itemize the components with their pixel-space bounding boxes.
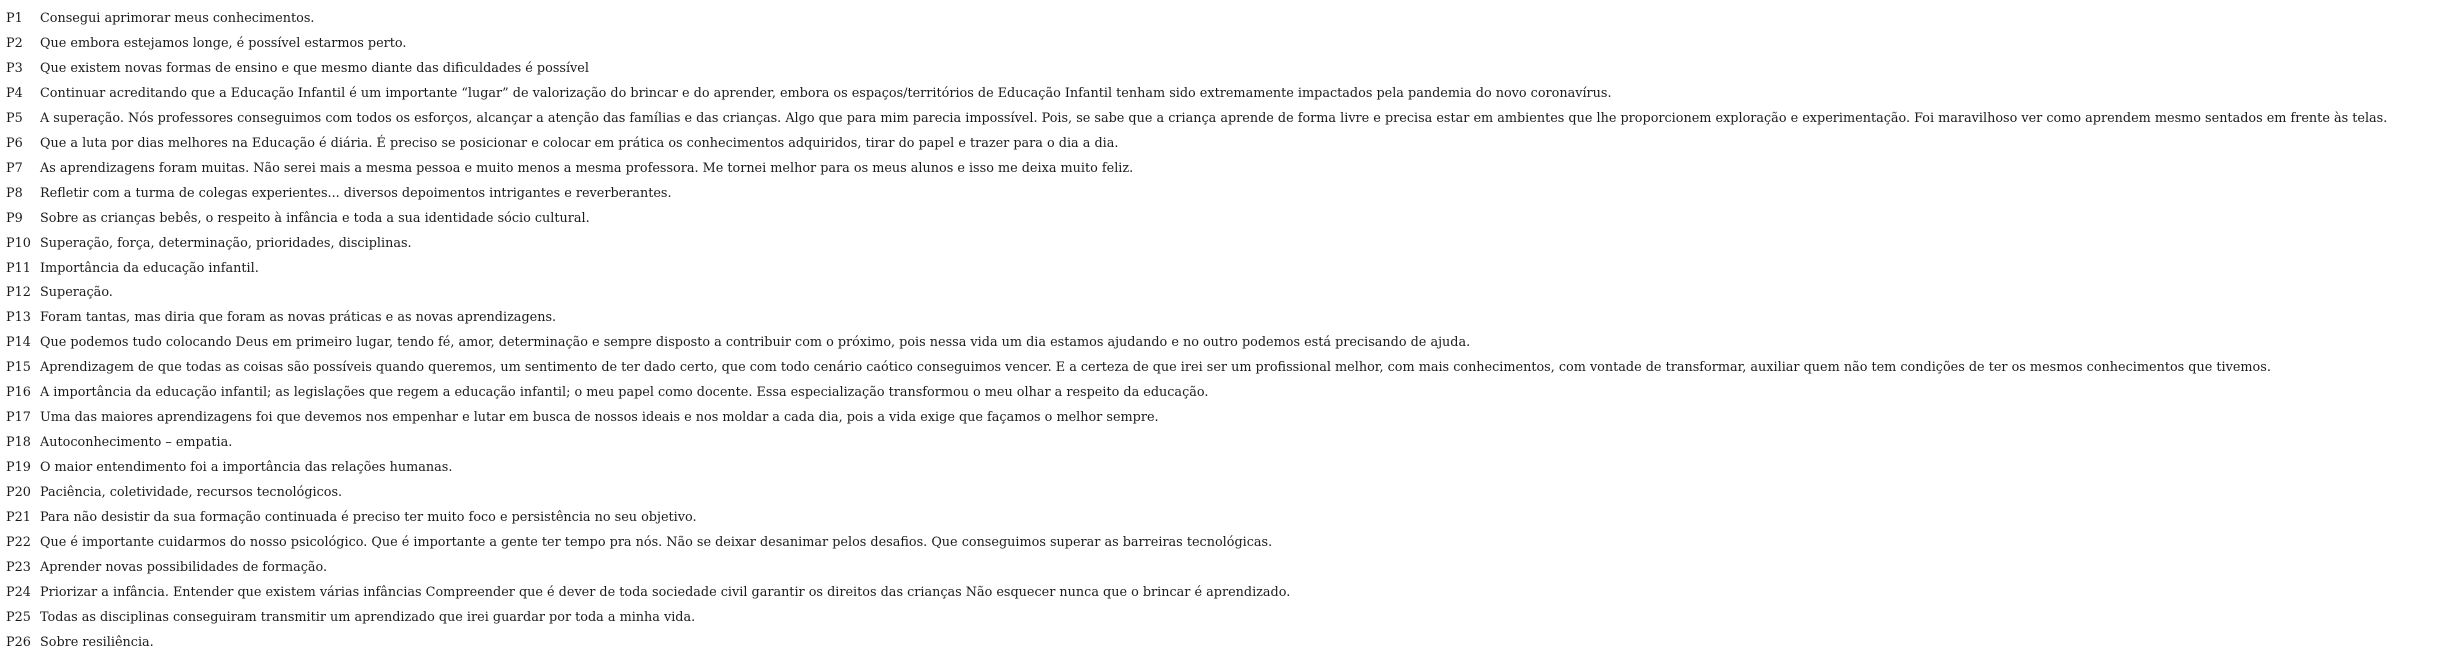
response-id: P19 xyxy=(6,460,31,476)
response-text: Aprendizagem de que todas as coisas são possíveis quando queremos, um sentimento de ter dado certo, que com todo cenário caótico conseguimos vencer. E a certeza de que irei ser um profissional melhor, com mais conhecimentos, com vontade de transformar, auxiliar quem não tem condições de ter os mesmos conhecimentos que tivemos. xyxy=(40,360,2271,376)
response-id: P18 xyxy=(6,435,31,451)
response-id: P2 xyxy=(6,35,23,51)
response-id: P17 xyxy=(6,410,31,426)
response-row xyxy=(6,630,2446,655)
response-row xyxy=(6,355,2446,380)
response-id: P9 xyxy=(6,210,23,226)
response-row xyxy=(6,405,2446,430)
response-id: P10 xyxy=(6,235,31,251)
response-row xyxy=(6,605,2446,630)
response-row xyxy=(6,56,2446,81)
response-text: Sobre resiliência. xyxy=(40,634,154,650)
response-id: P20 xyxy=(6,485,31,501)
response-text: As aprendizagens foram muitas. Não serei mais a mesma pessoa e muito menos a mesma professora. Me tornei melhor para os meus alunos e isso me deixa muito feliz. xyxy=(40,160,1134,176)
response-text: Superação, força, determinação, prioridades, disciplinas. xyxy=(40,235,412,251)
response-row xyxy=(6,505,2446,530)
response-row xyxy=(6,430,2446,455)
response-text: Que podemos tudo colocando Deus em primeiro lugar, tendo fé, amor, determinação e sempre disposto a contribuir com o próximo, pois nessa vida um dia estamos ajudando e no outro podemos está precisando de ajuda. xyxy=(40,335,1471,351)
response-text: Uma das maiores aprendizagens foi que devemos nos empenhar e lutar em busca de nossos ideais e nos moldar a cada dia, pois a vida exige que façamos o melhor sempre. xyxy=(40,410,1159,426)
response-row xyxy=(6,305,2446,330)
response-row xyxy=(6,380,2446,405)
response-row xyxy=(6,555,2446,580)
response-row xyxy=(6,6,2446,31)
response-text: Que existem novas formas de ensino e que mesmo diante das dificuldades é possível xyxy=(40,60,589,76)
response-id: P15 xyxy=(6,360,31,376)
response-text: Priorizar a infância. Entender que existem várias infâncias Compreender que é dever de toda sociedade civil garantir os direitos das crianças Não esquecer nunca que o brincar é aprendizado. xyxy=(40,584,1291,600)
response-text: Continuar acreditando que a Educação Infantil é um importante “lugar” de valorização do brincar e do aprender, embora os espaços/territórios de Educação Infantil tenham sido extremamente impactados pela pandemia do novo coronavírus. xyxy=(40,85,1612,101)
response-text: Refletir com a turma de colegas experientes... diversos depoimentos intrigantes e reverberantes. xyxy=(40,185,672,201)
response-id: P24 xyxy=(6,584,31,600)
responses-list xyxy=(6,6,2446,655)
response-id: P14 xyxy=(6,335,31,351)
response-row xyxy=(6,580,2446,605)
response-id: P26 xyxy=(6,634,31,650)
response-row xyxy=(6,81,2446,106)
response-row xyxy=(6,530,2446,555)
response-id: P22 xyxy=(6,534,31,550)
response-text: Que a luta por dias melhores na Educação é diária. É preciso se posicionar e colocar em prática os conhecimentos adquiridos, tirar do papel e trazer para o dia a dia. xyxy=(40,135,1119,151)
response-id: P16 xyxy=(6,385,31,401)
response-id: P25 xyxy=(6,609,31,625)
response-text: Aprender novas possibilidades de formação. xyxy=(40,559,328,575)
response-id: P6 xyxy=(6,135,23,151)
response-row xyxy=(6,181,2446,206)
response-id: P3 xyxy=(6,60,23,76)
response-row xyxy=(6,256,2446,281)
response-row xyxy=(6,231,2446,256)
response-text: Que é importante cuidarmos do nosso psicológico. Que é importante a gente ter tempo pra nós. Não se deixar desanimar pelos desafios. Que conseguimos superar as barreiras tecnológicas. xyxy=(40,534,1273,550)
response-text: A superação. Nós professores conseguimos com todos os esforços, alcançar a atenção das famílias e das crianças. Algo que para mim parecia impossível. Pois, se sabe que a criança aprende de forma livre e precisa estar em ambientes que lhe proporcionem exploração e experimentação. Foi maravilhoso ver como aprendem mesmo sentados em frente às telas. xyxy=(40,110,2388,126)
response-row xyxy=(6,31,2446,56)
response-text: Que embora estejamos longe, é possível estarmos perto. xyxy=(40,35,407,51)
response-text: O maior entendimento foi a importância das relações humanas. xyxy=(40,460,453,476)
response-row xyxy=(6,480,2446,505)
response-row xyxy=(6,156,2446,181)
response-text: Sobre as crianças bebês, o respeito à infância e toda a sua identidade sócio cultural. xyxy=(40,210,590,226)
response-row xyxy=(6,330,2446,355)
response-text: Superação. xyxy=(40,285,113,301)
response-text: Autoconhecimento – empatia. xyxy=(40,435,233,451)
response-text: Consegui aprimorar meus conhecimentos. xyxy=(40,10,315,26)
response-row xyxy=(6,206,2446,231)
response-id: P7 xyxy=(6,160,23,176)
response-id: P11 xyxy=(6,260,31,276)
response-id: P5 xyxy=(6,110,23,126)
response-text: Paciência, coletividade, recursos tecnológicos. xyxy=(40,485,343,501)
response-id: P1 xyxy=(6,10,23,26)
response-id: P21 xyxy=(6,510,31,526)
response-row xyxy=(6,106,2446,131)
response-id: P4 xyxy=(6,85,23,101)
response-id: P8 xyxy=(6,185,23,201)
response-id: P13 xyxy=(6,310,31,326)
response-text: Todas as disciplinas conseguiram transmitir um aprendizado que irei guardar por toda a minha vida. xyxy=(40,609,696,625)
response-text: Foram tantas, mas diria que foram as novas práticas e as novas aprendizagens. xyxy=(40,310,557,326)
response-id: P12 xyxy=(6,285,31,301)
response-text: A importância da educação infantil; as legislações que regem a educação infantil; o meu papel como docente. Essa especialização transformou o meu olhar a respeito da educação. xyxy=(40,385,1209,401)
response-row xyxy=(6,131,2446,156)
response-row xyxy=(6,455,2446,480)
response-text: Importância da educação infantil. xyxy=(40,260,259,276)
response-id: P23 xyxy=(6,559,31,575)
response-text: Para não desistir da sua formação continuada é preciso ter muito foco e persistência no seu objetivo. xyxy=(40,510,697,526)
response-row xyxy=(6,280,2446,305)
